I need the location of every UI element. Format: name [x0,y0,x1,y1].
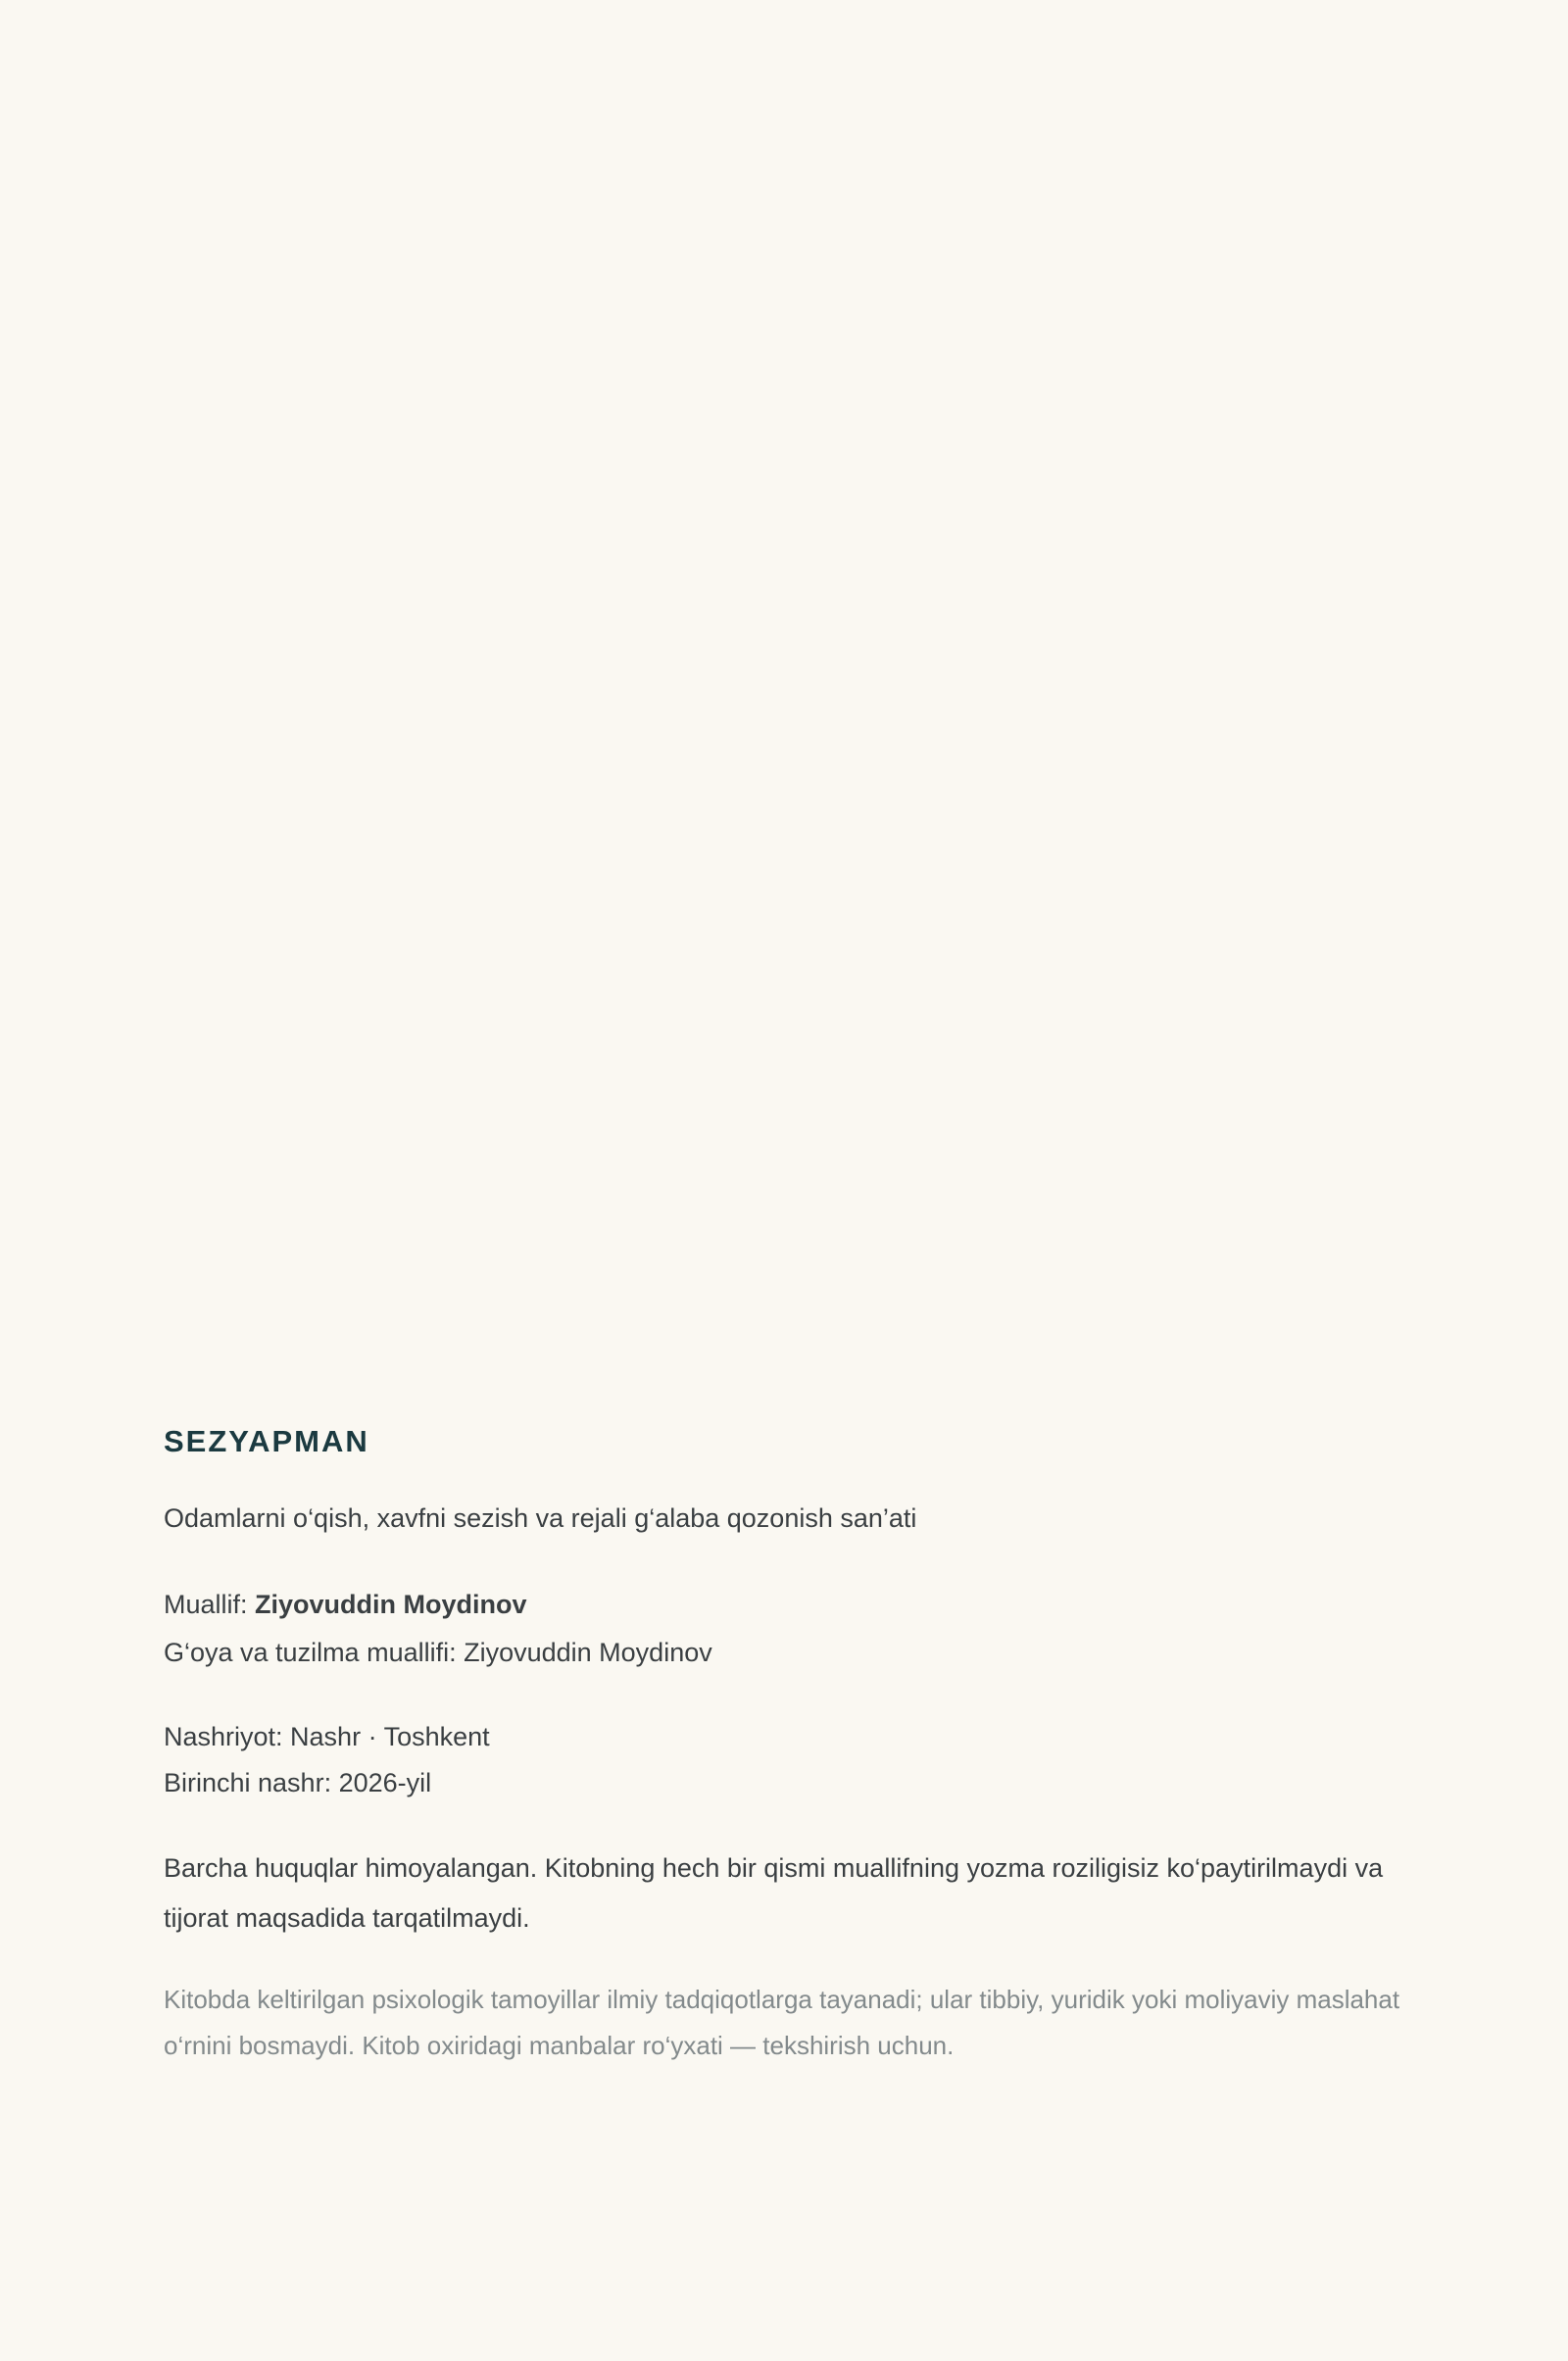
concept-author-line: G‘oya va tuzilma muallifi: Ziyovuddin Moydinov [164,1638,712,1667]
book-title: SEZYAPMAN [164,1424,369,1458]
book-subtitle: Odamlarni o‘qish, xavfni sezish va rejali g‘alaba qozonish san’ati [164,1503,917,1533]
copyright-notice: Barcha huquqlar himoyalangan. Kitobning hech bir qismi muallifning yozma roziligisiz ko‘paytirilmaydi va tijorat maqsadida tarqatilmaydi. [164,1853,1384,1933]
disclaimer-note: Kitobda keltirilgan psixologik tamoyillar ilmiy tadqiqotlarga tayanadi; ular tibbiy, yuridik yoki moliyaviy maslahat o‘rnini bosmaydi. Kitob oxiridagi manbalar ro‘yxati — tekshirish uchun. [164,1985,1400,2060]
author-line [164,1581,1418,1629]
publication-block [164,1714,1418,1806]
author-name: Ziyovuddin Moydinov [255,1590,527,1619]
edition-line: Birinchi nashr: 2026-yil [164,1768,432,1797]
publisher-line: Nashriyot: Nashr · Toshkent [164,1722,490,1751]
imprint-page [164,1418,1418,2069]
credits-block [164,1581,1418,1677]
author-label: Muallif: [164,1590,256,1619]
